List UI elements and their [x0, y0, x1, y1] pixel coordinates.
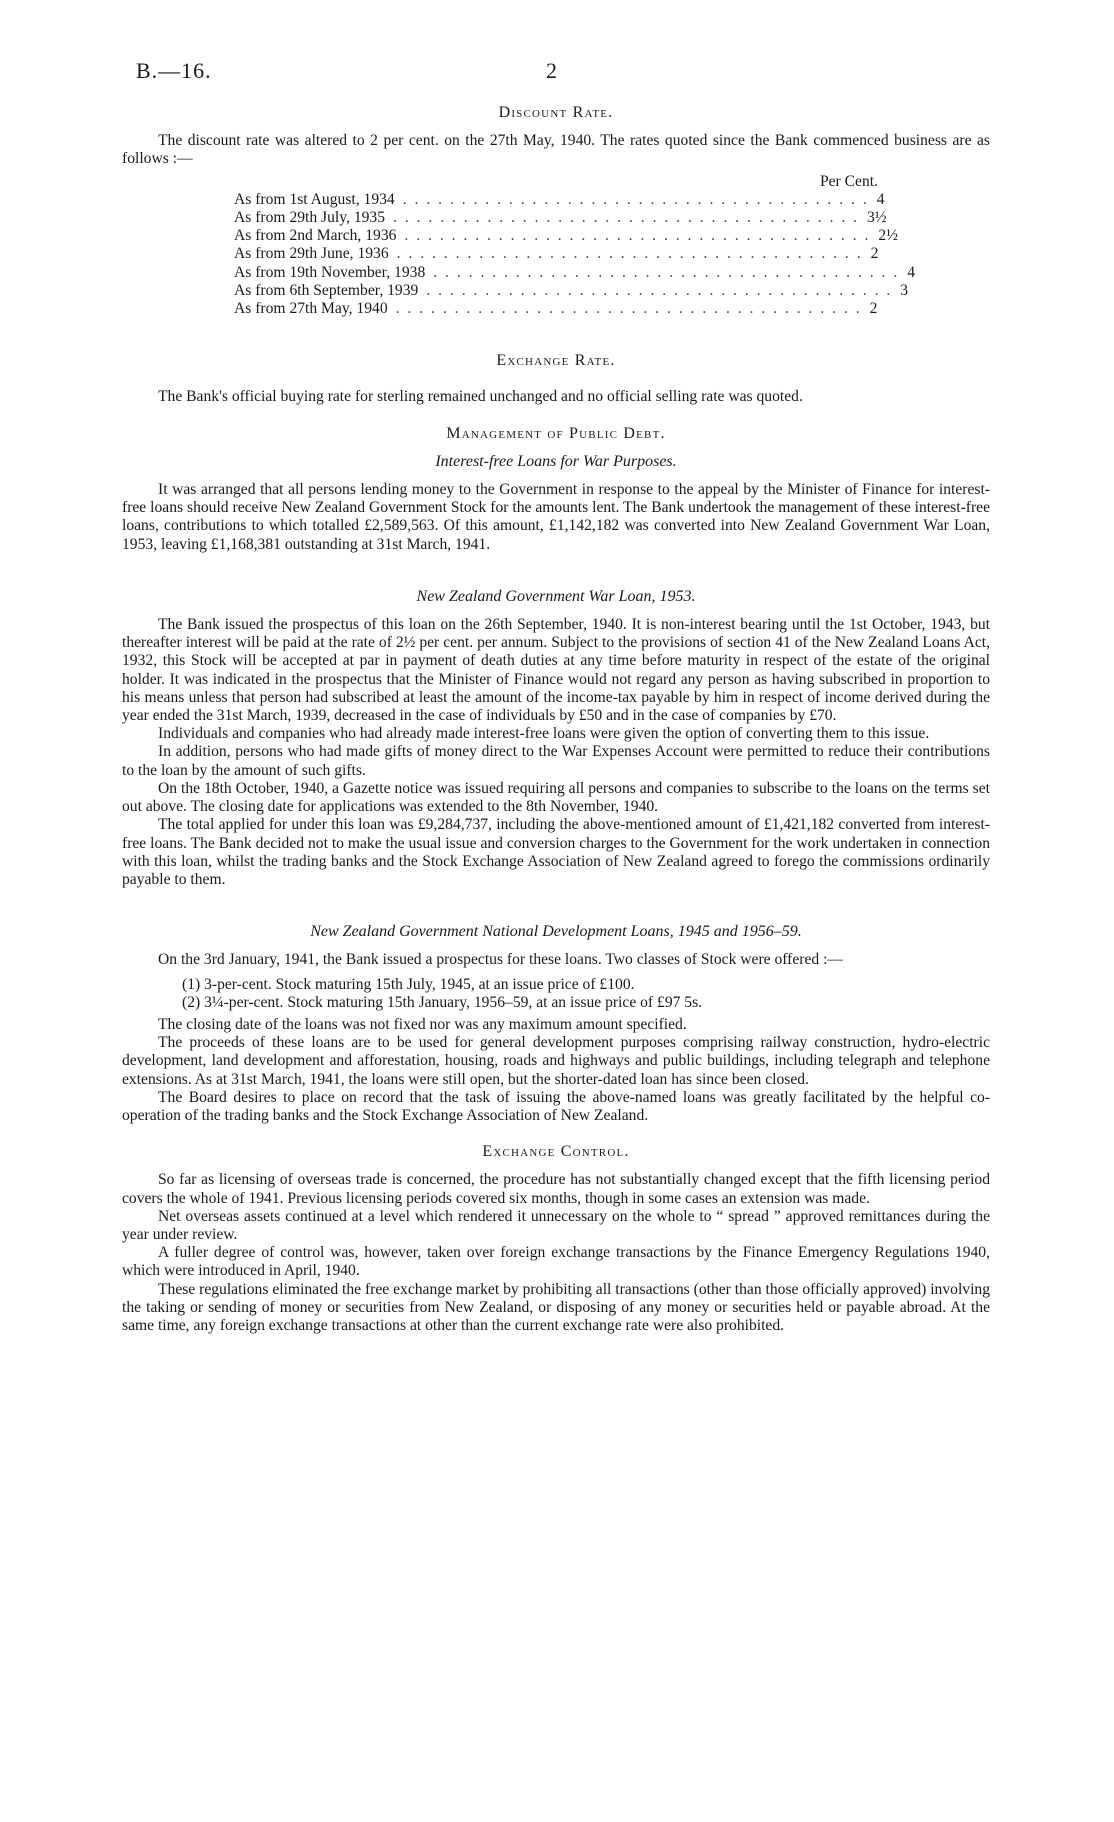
rate-date: As from 6th September, 1939 — [234, 281, 419, 299]
war-loan-paragraph: In addition, persons who had made gifts of money direct to the War Expenses Account were permitted to reduce their contributions to the loan by the amount of such gifts. — [122, 743, 990, 779]
exchange-control-paragraph: Net overseas assets continued at a level which rendered it unnecessary on the whole to “ spread ” approved remittances during the year under review. — [122, 1207, 990, 1243]
rate-value: 4 — [907, 263, 916, 281]
rate-row — [234, 245, 882, 263]
leader-dots: . . . . . . . . . . . . . . . . . . . . . . . . . . . . . . . . . . . . . . . . — [404, 227, 871, 245]
rate-value: 2 — [870, 245, 879, 263]
page-content — [122, 104, 990, 1335]
leader-dots: . . . . . . . . . . . . . . . . . . . . . . . . . . . . . . . . . . . . . . . . — [402, 190, 869, 208]
rate-date: As from 27th May, 1940 — [234, 300, 388, 318]
exchange-control-paragraph: These regulations eliminated the free exchange market by prohibiting all transactions (other than those officially approved) involving the taking or sending of money or securities from New Zealand, or disposing of any money or securities held or payable abroad. At the same time, any foreign exchange transactions at other than the current exchange rate were also prohibited. — [122, 1280, 990, 1334]
discount-intro: The discount rate was altered to 2 per cent. on the 27th May, 1940. The rates quoted since the Bank commenced business are as follows :— — [122, 132, 990, 168]
document-reference: B.—16. — [136, 58, 212, 83]
page-number: 2 — [546, 58, 557, 83]
rate-row — [234, 227, 898, 245]
war-loan-paragraph: On the 18th October, 1940, a Gazette notice was issued requiring all persons and companies to subscribe to the loans on the terms set out above. The closing date for applications was extended to the 8th November, 1940. — [122, 779, 990, 816]
national-development-loans-subheading: New Zealand Government National Development Loans, 1945 and 1956–59. — [310, 923, 802, 941]
war-loan-subheading: New Zealand Government War Loan, 1953. — [416, 587, 696, 605]
rate-row — [234, 300, 882, 318]
leader-dots: . . . . . . . . . . . . . . . . . . . . . . . . . . . . . . . . . . . . . . . . — [426, 281, 893, 299]
leader-dots: . . . . . . . . . . . . . . . . . . . . . . . . . . . . . . . . . . . . . . . . — [395, 300, 862, 318]
exchange-control-paragraph: A fuller degree of control was, however, taken over foreign exchange transactions by the Finance Emergency Regulations 1940, which were introduced in April, 1940. — [122, 1244, 990, 1280]
stock-classes-list — [182, 976, 990, 1012]
exchange-control-paragraph: So far as licensing of overseas trade is concerned, the procedure has not substantially changed except that the fifth licensing period covers the whole of 1941. Previous licensing periods covered six months, though in some cases an extension was made. — [122, 1171, 990, 1207]
rate-value: 2 — [869, 300, 878, 318]
rate-row — [234, 190, 885, 209]
page-header — [136, 58, 978, 88]
rate-date: As from 29th July, 1935 — [234, 209, 386, 227]
rate-row — [234, 263, 916, 282]
discount-rate-heading: Discount Rate. — [498, 104, 614, 121]
exchange-rate-text: The Bank's official buying rate for sterling remained unchanged and no official selling rate was quoted. — [158, 388, 803, 406]
national-loans-paragraph: The closing date of the loans was not fixed nor was any maximum amount specified. — [158, 1015, 687, 1033]
leader-dots: . . . . . . . . . . . . . . . . . . . . . . . . . . . . . . . . . . . . . . . . — [396, 245, 863, 263]
rate-date: As from 2nd March, 1936 — [234, 227, 397, 245]
list-item: (1) 3-per-cent. Stock maturing 15th July, 1945, at an issue price of £100. — [182, 975, 635, 993]
rate-date: As from 29th June, 1936 — [234, 245, 389, 263]
national-loans-paragraph: The proceeds of these loans are to be used for general development purposes comprising railway construction, hydro-electric development, land development and afforestation, housing, roads and highways and public buildings, including telegraph and telephone extensions. As at 31st March, 1941, the loans were still open, but the shorter-dated loan has since been closed. — [122, 1034, 990, 1088]
exchange-rate-heading: Exchange Rate. — [496, 352, 616, 370]
rate-row — [234, 209, 887, 227]
rate-row — [234, 281, 909, 300]
national-loans-paragraph: On the 3rd January, 1941, the Bank issued a prospectus for these loans. Two classes of Stock were offered :— — [158, 951, 844, 969]
war-loan-paragraph: Individuals and companies who had already made interest-free loans were given the option of converting them to this issue. — [158, 725, 930, 743]
rate-value: 3 — [900, 281, 909, 299]
leader-dots: . . . . . . . . . . . . . . . . . . . . . . . . . . . . . . . . . . . . . . . . — [433, 263, 900, 281]
exchange-control-heading: Exchange Control. — [482, 1143, 630, 1161]
discount-rate-table — [234, 172, 916, 319]
rate-date: As from 19th November, 1938 — [234, 263, 426, 281]
rate-date: As from 1st August, 1934 — [234, 190, 395, 208]
national-loans-paragraph: The Board desires to place on record that the task of issuing the above-named loans was greatly facilitated by the helpful co-operation of the trading banks and the Stock Exchange Association of New Zealand. — [122, 1088, 990, 1124]
public-debt-heading: Management of Public Debt. — [446, 424, 666, 442]
leader-dots: . . . . . . . . . . . . . . . . . . . . . . . . . . . . . . . . . . . . . . . . — [393, 209, 860, 227]
list-item: (2) 3¼-per-cent. Stock maturing 15th January, 1956–59, at an issue price of £97 5s. — [182, 993, 703, 1011]
rate-column-header: Per Cent. — [819, 172, 878, 190]
rate-value: 4 — [876, 190, 885, 208]
war-loan-paragraph: The Bank issued the prospectus of this loan on the 26th September, 1940. It is non-interest bearing until the 1st October, 1943, but thereafter interest will be paid at the rate of 2½ per cent. per annum. Subject to the provisions of section 41 of the New Zealand Loans Act, 1932, this Stock will be accepted at par in payment of death duties at any time before maturity in respect of the estate of the original holder. It was indicated in the prospectus that the Minister of Finance would not regard any person as having subscribed in proportion to his means unless that person had subscribed at least the amount of the income-tax payable by him in respect of income derived during the year ended the 31st March, 1939, decreased in the case of individuals by £50 and in the case of companies by £70. — [122, 616, 990, 725]
rate-value: 2½ — [878, 227, 898, 245]
interest-free-loans-paragraph: It was arranged that all persons lending money to the Government in response to the appeal by the Minister of Finance for interest-free loans should receive New Zealand Government Stock for the amounts lent. The Bank undertook the management of these interest-free loans, contributions to which totalled £2,589,563. Of this amount, £1,142,182 was converted into New Zealand Government War Loan, 1953, leaving £1,168,381 outstanding at 31st March, 1941. — [122, 481, 990, 553]
war-loan-paragraph: The total applied for under this loan was £9,284,737, including the above-mentioned amount of £1,421,182 converted from interest-free loans. The Bank decided not to make the usual issue and conversion charges to the Government for the work undertaken in connection with this loan, whilst the trading banks and the Stock Exchange Association of New Zealand agreed to forego the commissions ordinarily payable to them. — [122, 816, 990, 888]
rate-value: 3½ — [867, 209, 887, 227]
interest-free-loans-subheading: Interest-free Loans for War Purposes. — [435, 452, 677, 470]
